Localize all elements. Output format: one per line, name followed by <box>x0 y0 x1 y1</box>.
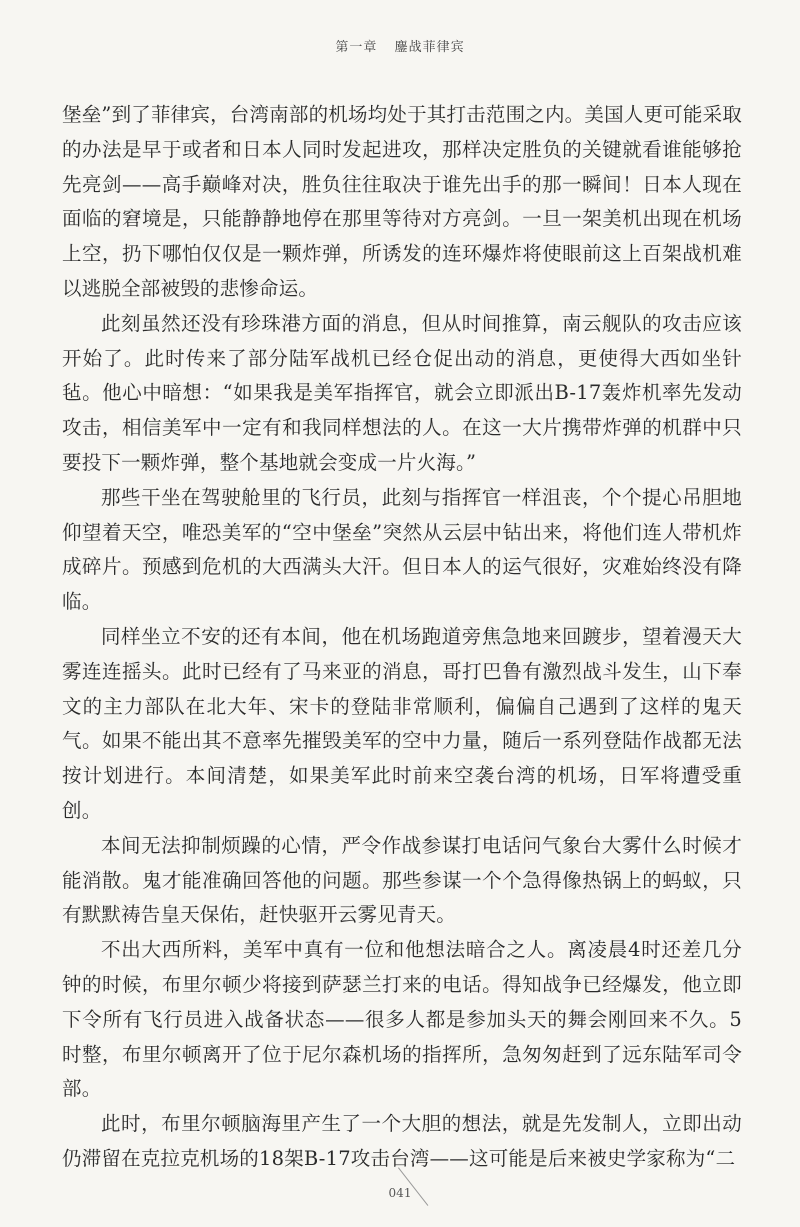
page-body <box>62 98 742 1177</box>
running-header <box>0 36 800 55</box>
paragraph: 堡垒”到了菲律宾，台湾南部的机场均处于其打击范围之内。美国人更可能采取的办法是早于或者和日本人同时发起进攻，那样决定胜负的关键就看谁能够抢先亮剑——高手巅峰对决，胜负往往取决于谁先出手的那一瞬间！日本人现在面临的窘境是，只能静静地停在那里等待对方亮剑。一旦一架美机出现在机场上空，扔下哪怕仅仅是一颗炸弹，所诱发的连环爆炸将使眼前这上百架战机难以逃脱全部被毁的悲惨命运。 <box>62 103 742 300</box>
paragraph: 本间无法抑制烦躁的心情，严令作战参谋打电话问气象台大雾什么时候才能消散。鬼才能准确回答他的问题。那些参谋一个个急得像热锅上的蚂蚁，只有默默祷告皇天保佑，赶快驱开云雾见青天。 <box>62 833 742 927</box>
paragraph: 不出大西所料，美军中真有一位和他想法暗合之人。离凌晨4时还差几分钟的时候，布里尔顿少将接到萨瑟兰打来的电话。得知战争已经爆发，他立即下令所有飞行员进入战备状态——很多人都是参加头天的舞会刚回来不久。5时整，布里尔顿离开了位于尼尔森机场的指挥所，急匆匆赶到了远东陆军司令部。 <box>62 938 742 1101</box>
page-number: 041 <box>388 1186 412 1200</box>
paragraph: 此时，布里尔顿脑海里产生了一个大胆的想法，就是先发制人，立即出动仍滞留在克拉克机场的18架B-17攻击台湾——这可能是后来被史学家称为“二 <box>62 1112 742 1170</box>
paragraph: 此刻虽然还没有珍珠港方面的消息，但从时间推算，南云舰队的攻击应该开始了。此时传来了部分陆军战机已经仓促出动的消息，更使得大西如坐针毡。他心中暗想：“如果我是美军指挥官，就会立即派出B-17轰炸机率先发动攻击，相信美军中一定有和我同样想法的人。在这一大片携带炸弹的机群中只要投下一颗炸弹，整个基地就会变成一片火海。” <box>62 311 742 474</box>
paragraph: 那些干坐在驾驶舱里的飞行员，此刻与指挥官一样沮丧，个个提心吊胆地仰望着天空，唯恐美军的“空中堡垒”突然从云层中钻出来，将他们连人带机炸成碎片。预感到危机的大西满头大汗。但日本人的运气很好，灾难始终没有降临。 <box>62 485 742 614</box>
chapter-number: 第一章 <box>335 40 378 55</box>
paragraph: 同样坐立不安的还有本间，他在机场跑道旁焦急地来回踱步，望着漫天大雾连连摇头。此时已经有了马来亚的消息，哥打巴鲁有激烈战斗发生，山下奉文的主力部队在北大年、宋卡的登陆非常顺利，偏偏自己遇到了这样的鬼天气。如果不能出其不意率先摧毁美军的空中力量，随后一系列登陆作战都无法按计划进行。本间清楚，如果美军此时前来空袭台湾的机场，日军将遭受重创。 <box>62 624 742 822</box>
chapter-title: 鏖战菲律宾 <box>394 40 465 55</box>
